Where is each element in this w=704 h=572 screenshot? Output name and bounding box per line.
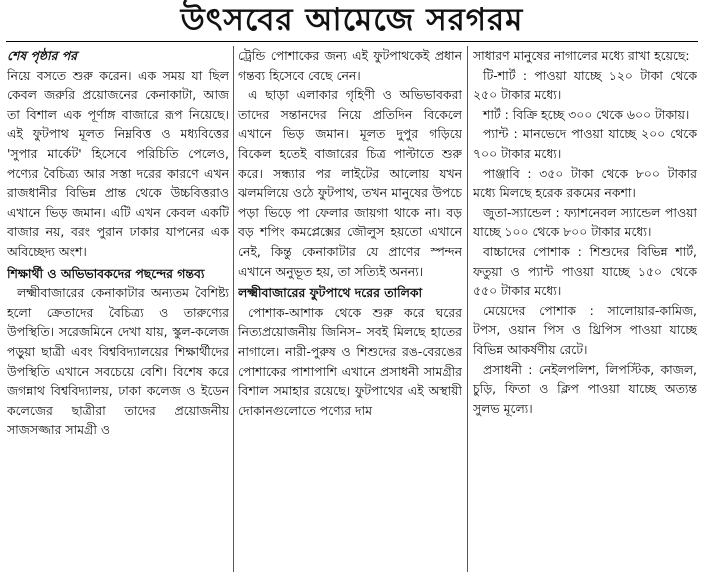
paragraph: এ ছাড়া এলাকার গৃহিণী ও অভিভাবকরা তাদের সন্তানদের নিয়ে প্রতিদিন বিকেলে এখানে ভিড় জমান। মূলত দুপুর গড়িয়ে বিকেল হতেই বাজারের চিত্র পাল্টাতে শুরু করে। সন্ধ্যার পর লাইটের আলোয় যখন ঝলমলিয়ে ওঠে ফুটপাথ, তখন মানুষের উপচে পড়া ভিড়ে পা ফেলার জায়গা থাকে না। বড় বড় শপিং কমপ্লেক্সের জৌলুস হয়তো এখানে নেই, কিন্তু কেনাকাটার যে প্রাণের স্পন্দন এখানে অনুভূত হয়, তা সত্যিই অনন্য। [238, 87, 462, 279]
paragraph: পোশাক-আশাক থেকে শুরু করে ঘরের নিত্যপ্রয়োজনীয় জিনিস– সবই মিলছে হাতের নাগালে। নারী-পুরুষ ও শিশুদের রঙ-বেরঙের পোশাকের পাশাপাশি এখানে প্রসাধনী সামগ্রীর বিশাল সমাহার রয়েছে। ফুটপাথের এই অস্থায়ী দোকানগুলোতে পণ্যের দাম [238, 304, 462, 418]
paragraph: নিয়ে বসতে শুরু করেন। এক সময় যা ছিল কেবল জরুরি প্রয়োজনের কেনাকাটা, আজ তা বিশাল এক পূর্ণাঙ্গ বাজারে রূপ নিয়েছে। এই ফুটপাথ মূলত নিম্নবিত্ত ও মধ্যবিত্তের 'সুপার মার্কেট' হিসেবে পরিচিতি পেলেও, পণ্যের বৈচিত্র্য আর সস্তা দরের কারণে এখন রাজধানীর বিভিন্ন প্রান্ত থেকে উচ্চবিত্তরাও এখানে ভিড় জমান। এটি এখন কেবল একটি বাজার নয়, বরং পুরান ঢাকার যাপনের এক অবিচ্ছেদ্য অংশ। [7, 67, 229, 259]
paragraph: সাধারণ মানুষের নাগালের মধ্যে রাখা হয়েছে: [473, 48, 690, 63]
headline-rule [6, 41, 698, 42]
paragraph: লক্ষ্মীবাজারের কেনাকাটার অন্যতম বৈশিষ্ট্য হলো ক্রেতাদের বৈচিত্র্য ও তারুণ্যের উপস্থিতি। সরেজমিনে দেখা যায়, স্কুল-কলেজ পড়ুয়া ছাত্রী এবং বিশ্ববিদ্যালয়ের শিক্ষার্থীদের উপস্থিতি এখানে সবচেয়ে বেশি। বিশেষ করে জগন্নাথ বিশ্ববিদ্যালয়, ঢাকা কলেজ ও ইডেন কলেজের ছাত্রীরা তাদের প্রয়োজনীয় সাজসজ্জার সামগ্রী ও [7, 285, 229, 438]
article-column-3 [473, 46, 697, 572]
article-column-1 [7, 46, 229, 572]
paragraph: ট্রেন্ডি পোশাকের জন্য এই ফুটপাথকেই প্রধান গন্তব্য হিসেবে বেছে নেন। [238, 48, 462, 83]
price-item: প্যান্ট : মানভেদে পাওয়া যাচ্ছে ২০০ থেকে ৭০০ টাকার মধ্যে। [473, 126, 697, 161]
price-item: পাঞ্জাবি : ৩৫০ টাকা থেকে ৮০০ টাকার মধ্যে মিলছে হরেক রকমের নকশা। [473, 165, 697, 201]
subheading: লক্ষ্মীবাজারের ফুটপাথে দরের তালিকা [238, 285, 423, 301]
article-column-2 [238, 46, 462, 572]
price-item: মেয়েদের পোশাক : সালোয়ার-কামিজ, টপস, ওয়ান পিস ও থ্রিপিস পাওয়া যাচ্ছে বিভিন্ন আকর্ষণীয় রেটে। [473, 302, 697, 357]
price-item: বাচ্চাদের পোশাক : শিশুদের বিভিন্ন শার্ট, ফতুয়া ও প্যান্ট পাওয়া যাচ্ছে ১৫০ থেকে ৫৫০ টাকার মধ্যে। [473, 243, 697, 299]
headline: উৎসবের আমেজে সরগরম [180, 2, 524, 38]
price-item: টি-শার্ট : পাওয়া যাচ্ছে ১২০ টাকা থেকে ২৫০ টাকার মধ্যে। [473, 67, 697, 103]
price-item: শার্ট : বিক্রি হচ্ছে ৩০০ থেকে ৬০০ টাকায়। [483, 106, 690, 122]
price-item: জুতা-স্যান্ডেল : ফ্যাশনেবল স্যান্ডেল পাওয়া যাচ্ছে ১০০ থেকে ৮০০ টাকার মধ্যে। [473, 204, 697, 240]
subheading: শিক্ষার্থী ও অভিভাবকদের পছন্দের গন্তব্য [7, 265, 205, 281]
price-item: প্রসাধনী : নেইলপলিশ, লিপস্টিক, কাজল, চুড়ি, ফিতা ও ক্লিপ পাওয়া যাচ্ছে অত্যন্ত সুলভ মূল্যে। [473, 361, 697, 416]
continuation-label: শেষ পৃষ্ঠার পর [7, 48, 77, 63]
column-divider [233, 46, 234, 572]
column-divider [467, 46, 468, 572]
